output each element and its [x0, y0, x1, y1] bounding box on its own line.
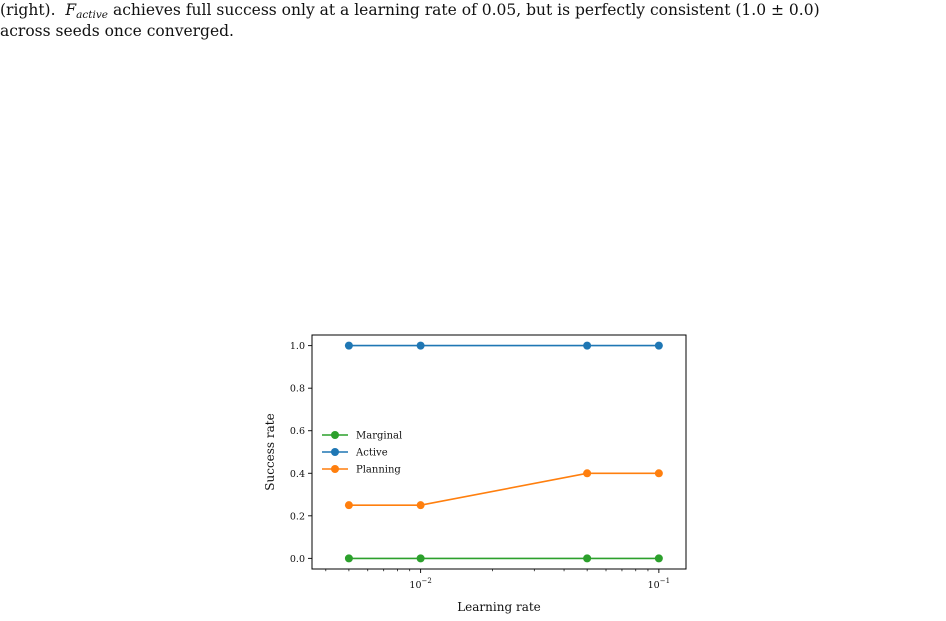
data-point-marginal: [583, 554, 591, 562]
y-tick-label: 0.4: [289, 468, 305, 480]
y-tick-label: 0.8: [289, 383, 305, 395]
data-point-marginal: [345, 554, 353, 562]
caption-line-1: (right). $F_{active}$ achieves full success only at a learning rate of 0.05, but is perfectly consistent (1.0 ± 0.0): [0, 1, 820, 21]
legend-marker-active: [331, 448, 339, 456]
chart-axes-group: [290, 341, 670, 591]
data-point-planning: [345, 501, 353, 509]
y-tick-label: 1.0: [289, 341, 305, 353]
y-axis-label: Success rate: [263, 413, 277, 491]
legend-marker-marginal: [331, 431, 339, 439]
y-tick-label: 0.0: [289, 553, 305, 565]
legend-label-active: Active: [356, 447, 388, 459]
y-tick-label: 0.6: [289, 426, 305, 438]
legend: [322, 431, 402, 476]
chart-series-group: [345, 342, 663, 563]
data-point-active: [583, 342, 591, 350]
data-point-marginal: [655, 554, 663, 562]
legend-label-marginal: Marginal: [356, 430, 403, 442]
y-tick-label: 0.2: [289, 511, 305, 523]
data-point-planning: [655, 469, 663, 477]
data-point-planning: [417, 501, 425, 509]
series-line-planning: [349, 473, 659, 505]
x-tick-label: $10^{-2}$: [409, 577, 432, 591]
f-active-symbol: $F_{active}$: [65, 1, 109, 21]
legend-marker-planning: [331, 465, 339, 473]
legend-label-planning: Planning: [356, 464, 401, 476]
data-point-planning: [583, 469, 591, 477]
caption-line-2: across seeds once converged.: [0, 22, 234, 40]
data-point-marginal: [417, 554, 425, 562]
data-point-active: [417, 342, 425, 350]
data-point-active: [345, 342, 353, 350]
x-axis-label: Learning rate: [457, 600, 541, 614]
data-point-active: [655, 342, 663, 350]
x-tick-label: $10^{-1}$: [647, 577, 671, 591]
